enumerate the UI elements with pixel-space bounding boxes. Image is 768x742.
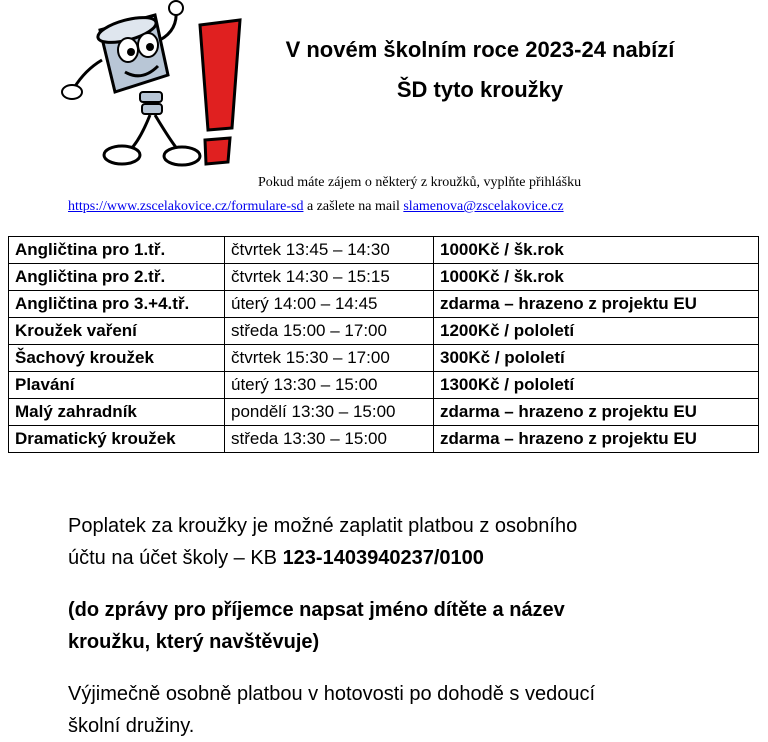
club-time: úterý 14:00 – 14:45 xyxy=(225,291,434,318)
cash-paragraph xyxy=(68,678,708,742)
club-time: úterý 13:30 – 15:00 xyxy=(225,372,434,399)
title-line-1: V novém školním roce 2023-24 nabízí xyxy=(285,37,675,62)
club-time: čtvrtek 14:30 – 15:15 xyxy=(225,264,434,291)
club-name: Malý zahradník xyxy=(9,399,225,426)
interest-note: Pokud máte zájem o některý z kroužků, vyplňte přihlášku xyxy=(258,175,582,190)
club-price: 1000Kč / šk.rok xyxy=(434,237,759,264)
payment-line-2 xyxy=(68,542,708,574)
contact-line xyxy=(68,199,564,215)
table-row xyxy=(9,291,759,318)
club-name: Plavání xyxy=(9,372,225,399)
payment-note-line-1: (do zprávy pro příjemce napsat jméno dítěte a název xyxy=(68,599,565,621)
club-price: zdarma – hrazeno z projektu EU xyxy=(434,291,759,318)
club-time: pondělí 13:30 – 15:00 xyxy=(225,399,434,426)
email-link[interactable]: slamenova@zscelakovice.cz xyxy=(403,199,564,214)
payment-note-line-2: kroužku, který navštěvuje) xyxy=(68,631,320,653)
club-price: zdarma – hrazeno z projektu EU xyxy=(434,426,759,453)
table-row xyxy=(9,399,759,426)
send-text: a zašlete na mail xyxy=(303,199,404,214)
club-time: středa 15:00 – 17:00 xyxy=(225,318,434,345)
club-price: 1300Kč / pololetí xyxy=(434,372,759,399)
club-name: Šachový kroužek xyxy=(9,345,225,372)
table-row xyxy=(9,372,759,399)
club-name: Kroužek vaření xyxy=(9,318,225,345)
table-row xyxy=(9,264,759,291)
payment-line-1: Poplatek za kroužky je možné zaplatit platbou z osobního xyxy=(68,515,578,537)
form-link[interactable]: https://www.zscelakovice.cz/formulare-sd xyxy=(68,199,304,214)
club-name: Angličtina pro 3.+4.tř. xyxy=(9,291,225,318)
table-row xyxy=(9,426,759,453)
table-row xyxy=(9,318,759,345)
title-line-2: ŠD tyto kroužky xyxy=(396,77,564,102)
payment-line-2-prefix: účtu na účet školy – KB xyxy=(68,547,283,569)
club-name: Angličtina pro 2.tř. xyxy=(9,264,225,291)
payment-paragraph xyxy=(68,510,708,574)
cash-line-2: školní družiny. xyxy=(68,715,195,737)
page-title xyxy=(230,30,730,110)
club-time: středa 13:30 – 15:00 xyxy=(225,426,434,453)
club-price: 300Kč / pololetí xyxy=(434,345,759,372)
club-price: 1000Kč / šk.rok xyxy=(434,264,759,291)
club-time: čtvrtek 13:45 – 14:30 xyxy=(225,237,434,264)
clubs-table xyxy=(8,236,759,453)
club-price: 1200Kč / pololetí xyxy=(434,318,759,345)
payment-note xyxy=(68,594,708,658)
club-time: čtvrtek 15:30 – 17:00 xyxy=(225,345,434,372)
club-price: zdarma – hrazeno z projektu EU xyxy=(434,399,759,426)
table-row xyxy=(9,345,759,372)
cash-line-1: Výjimečně osobně platbou v hotovosti po dohodě s vedoucí xyxy=(68,683,596,705)
table-row xyxy=(9,237,759,264)
club-name: Angličtina pro 1.tř. xyxy=(9,237,225,264)
bank-account: 123-1403940237/0100 xyxy=(282,547,484,569)
club-name: Dramatický kroužek xyxy=(9,426,225,453)
